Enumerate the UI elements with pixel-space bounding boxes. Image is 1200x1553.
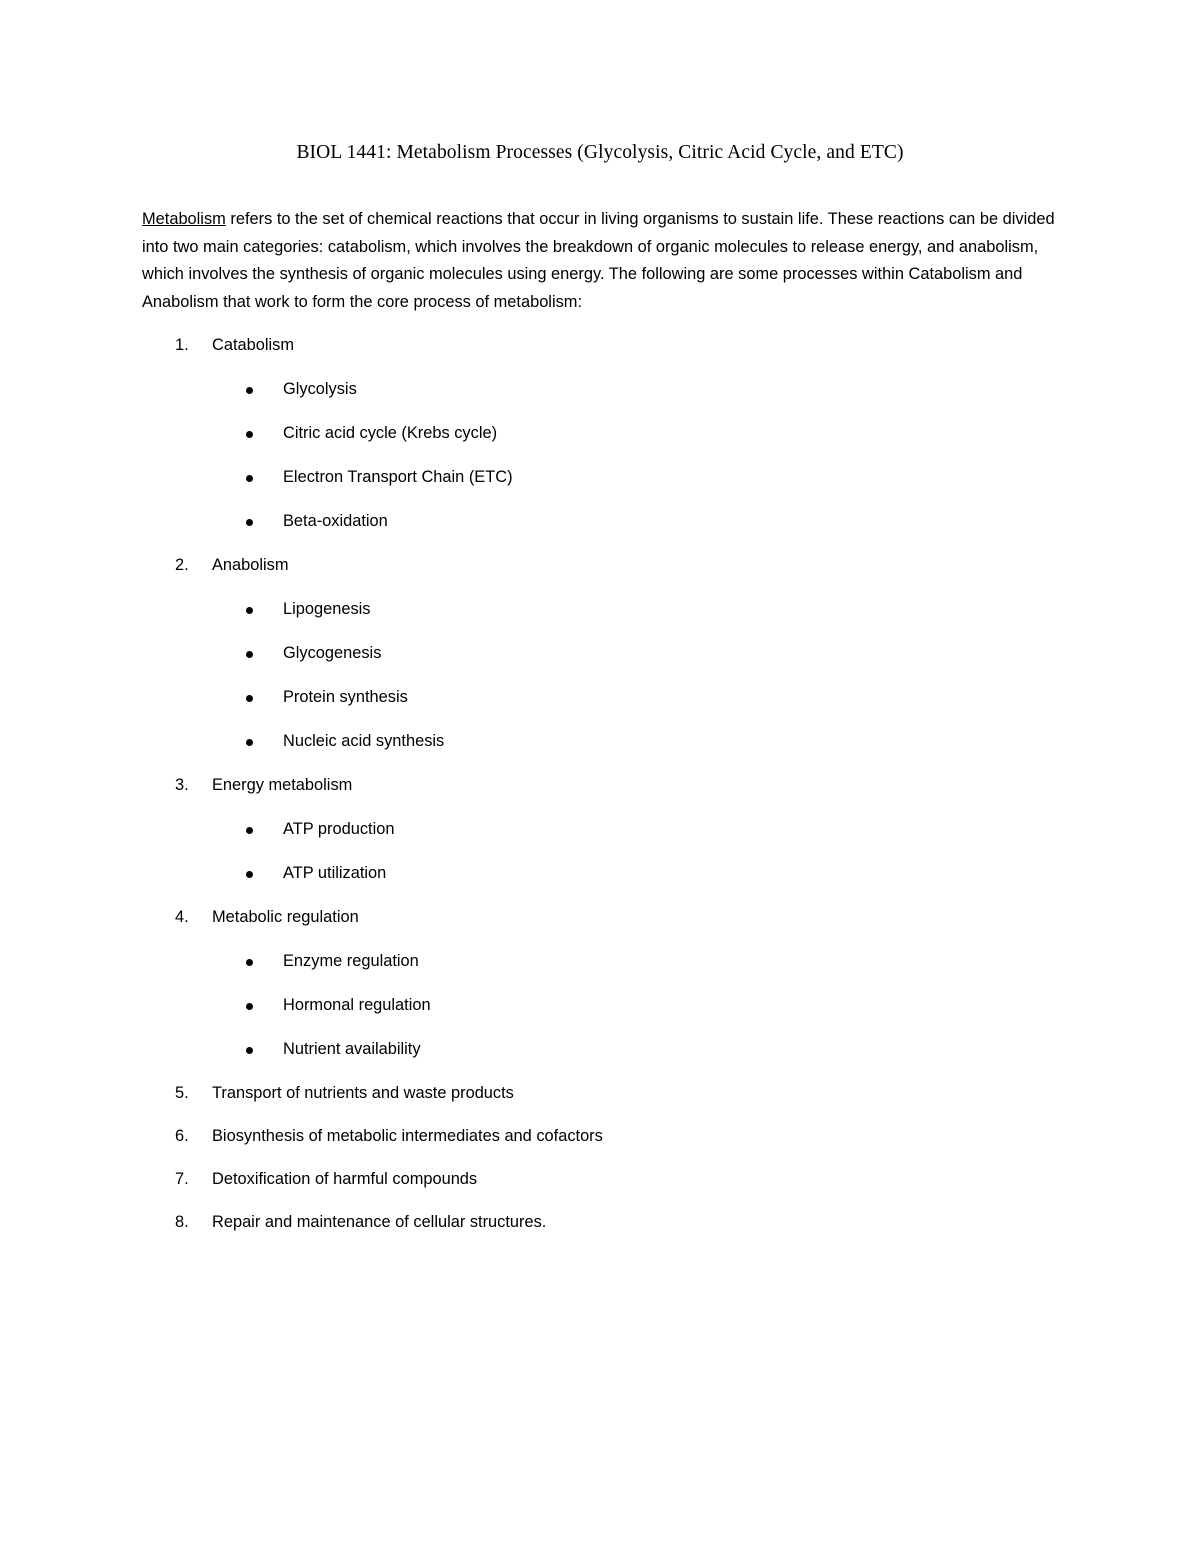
- list-item-label: Energy metabolism: [212, 776, 353, 794]
- list-item: [142, 770, 1072, 814]
- list-item-label: Anabolism: [212, 556, 289, 574]
- sub-list-item: [142, 990, 1072, 1034]
- bullet-icon: [246, 607, 253, 614]
- sub-list-item-label: Citric acid cycle (Krebs cycle): [283, 424, 498, 442]
- list-item-number: 8.: [175, 1213, 189, 1231]
- sub-list-item-label: Glycolysis: [283, 380, 357, 398]
- list-item-number: 2.: [175, 556, 189, 574]
- bullet-icon: [246, 695, 253, 702]
- sub-list-item-label: Protein synthesis: [283, 688, 408, 706]
- sub-list-item: [142, 946, 1072, 990]
- bullet-icon: [246, 651, 253, 658]
- list-item: [142, 550, 1072, 594]
- sub-list-item-label: ATP utilization: [283, 864, 387, 882]
- intro-term: Metabolism: [142, 210, 226, 228]
- list-item-number: 5.: [175, 1084, 189, 1102]
- sub-list-item: [142, 462, 1072, 506]
- bullet-icon: [246, 387, 253, 394]
- sub-list-item: [142, 374, 1072, 418]
- list-item-number: 4.: [175, 908, 189, 926]
- sub-list-item: [142, 682, 1072, 726]
- sub-list-item-label: Enzyme regulation: [283, 952, 419, 970]
- sub-list-item: [142, 506, 1072, 550]
- list-item-number: 1.: [175, 336, 189, 354]
- sub-list-item-label: Nucleic acid synthesis: [283, 732, 445, 750]
- sub-list-item-label: Electron Transport Chain (ETC): [283, 468, 513, 486]
- list-item: [142, 1121, 1072, 1164]
- bullet-icon: [246, 519, 253, 526]
- list-item-label: Metabolic regulation: [212, 908, 359, 926]
- sub-list-item: [142, 418, 1072, 462]
- list-item-number: 3.: [175, 776, 189, 794]
- bullet-icon: [246, 1003, 253, 1010]
- sub-list-item-label: Beta-oxidation: [283, 512, 388, 530]
- document-title: BIOL 1441: Metabolism Processes (Glycolysis, Citric Acid Cycle, and ETC): [296, 142, 904, 163]
- list-item: [142, 330, 1072, 374]
- list-item: [142, 1207, 1072, 1250]
- sub-list-item-label: Hormonal regulation: [283, 996, 431, 1014]
- list-item-label: Repair and maintenance of cellular structures.: [212, 1213, 547, 1231]
- list-item-label: Biosynthesis of metabolic intermediates and cofactors: [212, 1127, 603, 1145]
- bullet-icon: [246, 959, 253, 966]
- sub-list-item: [142, 858, 1072, 902]
- sub-list-item: [142, 726, 1072, 770]
- list-item-number: 6.: [175, 1127, 189, 1145]
- sub-list-item: [142, 638, 1072, 682]
- sub-list-item: [142, 1034, 1072, 1078]
- sub-list-item: [142, 594, 1072, 638]
- sub-list-item-label: Lipogenesis: [283, 600, 371, 618]
- sub-list-item-label: Glycogenesis: [283, 644, 382, 662]
- bullet-icon: [246, 475, 253, 482]
- intro-paragraph: [142, 206, 1072, 316]
- outline-list: [142, 330, 1072, 1250]
- sub-list-item-label: ATP production: [283, 820, 395, 838]
- intro-text: refers to the set of chemical reactions that occur in living organisms to sustain life. These reactions can be divided into two main categories: catabolism, which involves the breakdown of organic molecules to release energy, and anabolism, which involves the synthesis of organic molecules using energy. The following are some processes within Catabolism and Anabolism that work to form the core process of metabolism:: [142, 210, 1055, 311]
- bullet-icon: [246, 827, 253, 834]
- sub-list-item: [142, 814, 1072, 858]
- bullet-icon: [246, 871, 253, 878]
- list-item: [142, 902, 1072, 946]
- list-item-label: Transport of nutrients and waste products: [212, 1084, 514, 1102]
- bullet-icon: [246, 1047, 253, 1054]
- list-item: [142, 1078, 1072, 1121]
- list-item-label: Catabolism: [212, 336, 294, 354]
- bullet-icon: [246, 431, 253, 438]
- list-item: [142, 1164, 1072, 1207]
- list-item-label: Detoxification of harmful compounds: [212, 1170, 478, 1188]
- sub-list-item-label: Nutrient availability: [283, 1040, 421, 1058]
- bullet-icon: [246, 739, 253, 746]
- list-item-number: 7.: [175, 1170, 189, 1188]
